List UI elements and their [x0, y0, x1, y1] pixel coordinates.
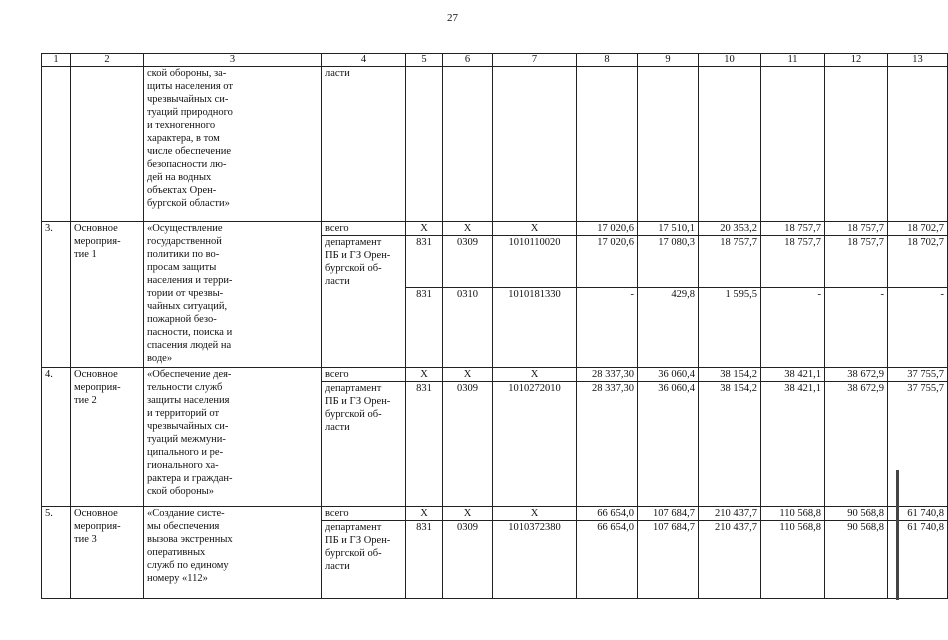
measure-description: «Создание систе- мы обеспечения вызова экстренных оперативных служб по единому номеру «112» [144, 507, 322, 599]
cell-amount: - [577, 288, 638, 368]
cell-amount: 1 595,5 [699, 288, 761, 368]
measure-name: Основное мероприя- тие 1 [71, 222, 144, 368]
cell-rzpr: 0310 [443, 288, 493, 368]
column-header-row [42, 54, 948, 67]
cell-rzpr: 0309 [443, 382, 493, 507]
page-number: 27 [447, 12, 458, 24]
cell-csr: X [493, 368, 577, 382]
cell-amount: 107 684,7 [638, 521, 699, 599]
cell [888, 67, 948, 222]
cell-grbs: 831 [406, 236, 443, 288]
cell-csr: X [493, 507, 577, 521]
cell [406, 67, 443, 222]
cell-amount: 38 421,1 [761, 368, 825, 382]
cell-grbs: 831 [406, 382, 443, 507]
cell-amount: 66 654,0 [577, 521, 638, 599]
cell-amount: 37 755,7 [888, 368, 948, 382]
cell-grbs: X [406, 222, 443, 236]
cell-amount: 38 421,1 [761, 382, 825, 507]
column-header: 6 [443, 54, 493, 67]
cell-executor: департамент ПБ и ГЗ Орен- бургской об- ласти [322, 521, 406, 599]
column-header: 3 [144, 54, 322, 67]
cell-amount: - [825, 288, 888, 368]
cell [443, 67, 493, 222]
cell-amount: 210 437,7 [699, 507, 761, 521]
cell-grbs: 831 [406, 288, 443, 368]
column-header: 4 [322, 54, 406, 67]
cell-rzpr: X [443, 368, 493, 382]
cell-csr: 1010110020 [493, 236, 577, 288]
cell-amount: 18 757,7 [761, 222, 825, 236]
cell [42, 67, 71, 222]
cell-amount: 36 060,4 [638, 368, 699, 382]
measure-number: 3. [42, 222, 71, 368]
cell-amount: 110 568,8 [761, 507, 825, 521]
measure-number: 5. [42, 507, 71, 599]
cell-amount: 17 020,6 [577, 222, 638, 236]
cell-amount: 90 568,8 [825, 521, 888, 599]
cell-amount: 66 654,0 [577, 507, 638, 521]
scan-edge-mark [896, 470, 899, 600]
cell-amount: 18 757,7 [761, 236, 825, 288]
cell-amount: 38 154,2 [699, 382, 761, 507]
column-header: 11 [761, 54, 825, 67]
cell [761, 67, 825, 222]
cell-amount: 90 568,8 [825, 507, 888, 521]
cell-executor: департамент ПБ и ГЗ Орен- бургской об- ласти [322, 382, 406, 507]
cell [493, 67, 577, 222]
column-header: 12 [825, 54, 888, 67]
cell [638, 67, 699, 222]
cell-amount: 61 740,8 [888, 507, 948, 521]
cell-amount: 17 020,6 [577, 236, 638, 288]
cell-amount: 18 757,7 [699, 236, 761, 288]
cell-amount: 18 757,7 [825, 222, 888, 236]
measure-name: Основное мероприя- тие 2 [71, 368, 144, 507]
executor-total-label: всего [322, 222, 406, 236]
cell [699, 67, 761, 222]
column-header: 1 [42, 54, 71, 67]
cell-amount: - [888, 288, 948, 368]
cell-amount: - [761, 288, 825, 368]
column-header: 9 [638, 54, 699, 67]
cell [71, 67, 144, 222]
measure-total-row [42, 507, 948, 521]
measure-total-row [42, 368, 948, 382]
cell-description: ской обороны, за- щиты населения от чрезвычайных си- туаций природного и техногенного характера, в том числе обеспечение безопасности лю- дей на водных объектах Орен- бургской области» [144, 67, 322, 222]
cell-amount: 61 740,8 [888, 521, 948, 599]
cell-csr: X [493, 222, 577, 236]
measure-description: «Обеспечение дея- тельности служб защиты населения и территорий от чрезвычайных си- туаций межмуни- ципального и ре- гионального ха- рактера и граждан- ской обороны» [144, 368, 322, 507]
column-header: 8 [577, 54, 638, 67]
column-header: 2 [71, 54, 144, 67]
cell-executor: ласти [322, 67, 406, 222]
cell-amount: 37 755,7 [888, 382, 948, 507]
continuation-row [42, 67, 948, 222]
cell-amount: 210 437,7 [699, 521, 761, 599]
cell-amount: 18 757,7 [825, 236, 888, 288]
cell-grbs: 831 [406, 521, 443, 599]
executor-total-label: всего [322, 507, 406, 521]
cell [825, 67, 888, 222]
column-header: 13 [888, 54, 948, 67]
cell-csr: 1010181330 [493, 288, 577, 368]
cell-amount: 28 337,30 [577, 382, 638, 507]
cell-rzpr: 0309 [443, 521, 493, 599]
cell-amount: 17 080,3 [638, 236, 699, 288]
measure-description: «Осуществление государственной политики по во- просам защиты населения и терри- тории от чрезвы- чайных ситуаций, пожарной безо- пасности, поиска и спасения людей на воде» [144, 222, 322, 368]
cell-amount: 38 672,9 [825, 368, 888, 382]
measure-number: 4. [42, 368, 71, 507]
cell-amount: 429,8 [638, 288, 699, 368]
column-header: 10 [699, 54, 761, 67]
column-header: 7 [493, 54, 577, 67]
cell-rzpr: X [443, 222, 493, 236]
cell-rzpr: X [443, 507, 493, 521]
cell-csr: 1010272010 [493, 382, 577, 507]
column-header: 5 [406, 54, 443, 67]
cell-amount: 107 684,7 [638, 507, 699, 521]
cell-executor: департамент ПБ и ГЗ Орен- бургской об- ласти [322, 236, 406, 368]
executor-total-label: всего [322, 368, 406, 382]
cell-amount: 18 702,7 [888, 236, 948, 288]
cell-amount: 110 568,8 [761, 521, 825, 599]
cell-grbs: X [406, 368, 443, 382]
cell-amount: 20 353,2 [699, 222, 761, 236]
cell-amount: 17 510,1 [638, 222, 699, 236]
cell-csr: 1010372380 [493, 521, 577, 599]
budget-table [41, 53, 948, 599]
cell-amount: 18 702,7 [888, 222, 948, 236]
cell-amount: 38 154,2 [699, 368, 761, 382]
cell-rzpr: 0309 [443, 236, 493, 288]
cell-amount: 38 672,9 [825, 382, 888, 507]
cell [577, 67, 638, 222]
measure-name: Основное мероприя- тие 3 [71, 507, 144, 599]
cell-amount: 28 337,30 [577, 368, 638, 382]
cell-amount: 36 060,4 [638, 382, 699, 507]
cell-grbs: X [406, 507, 443, 521]
measure-total-row [42, 222, 948, 236]
